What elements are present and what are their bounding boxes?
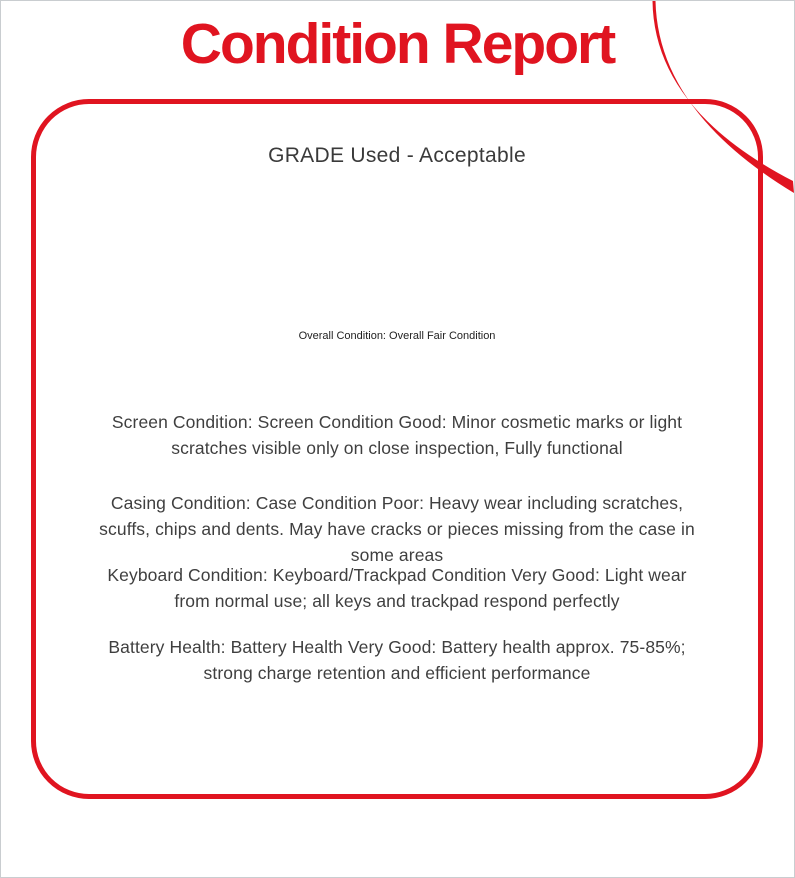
text-line: scuffs, chips and dents. May have cracks or pieces missing from the case in: [99, 519, 695, 539]
text-line: scratches visible only on close inspection, Fully functional: [171, 438, 623, 458]
text-line: Casing Condition: Case Condition Poor: Heavy wear including scratches,: [110, 493, 684, 513]
report-box: [31, 99, 763, 799]
overall-condition-text: Overall Condition: Overall Fair Condition: [298, 330, 496, 342]
casing-condition-text: [58, 490, 736, 568]
text-line: Screen Condition: Screen Condition Good: Minor cosmetic marks or light: [111, 412, 683, 432]
battery-health-text: [58, 634, 736, 686]
text-line: strong charge retention and efficient performance: [203, 663, 591, 683]
text-line: some areas: [350, 545, 444, 565]
text-line: Battery Health: Battery Health Very Good: Battery health approx. 75-85%;: [108, 637, 686, 657]
text-line: from normal use; all keys and trackpad respond perfectly: [174, 591, 620, 611]
text-line: Keyboard Condition: Keyboard/Trackpad Condition Very Good: Light wear: [107, 565, 687, 585]
grade-heading: GRADE Used - Acceptable: [268, 144, 526, 167]
screen-condition-text: [58, 409, 736, 461]
page-title: Condition Report: [180, 12, 615, 76]
keyboard-condition-text: [58, 562, 736, 614]
